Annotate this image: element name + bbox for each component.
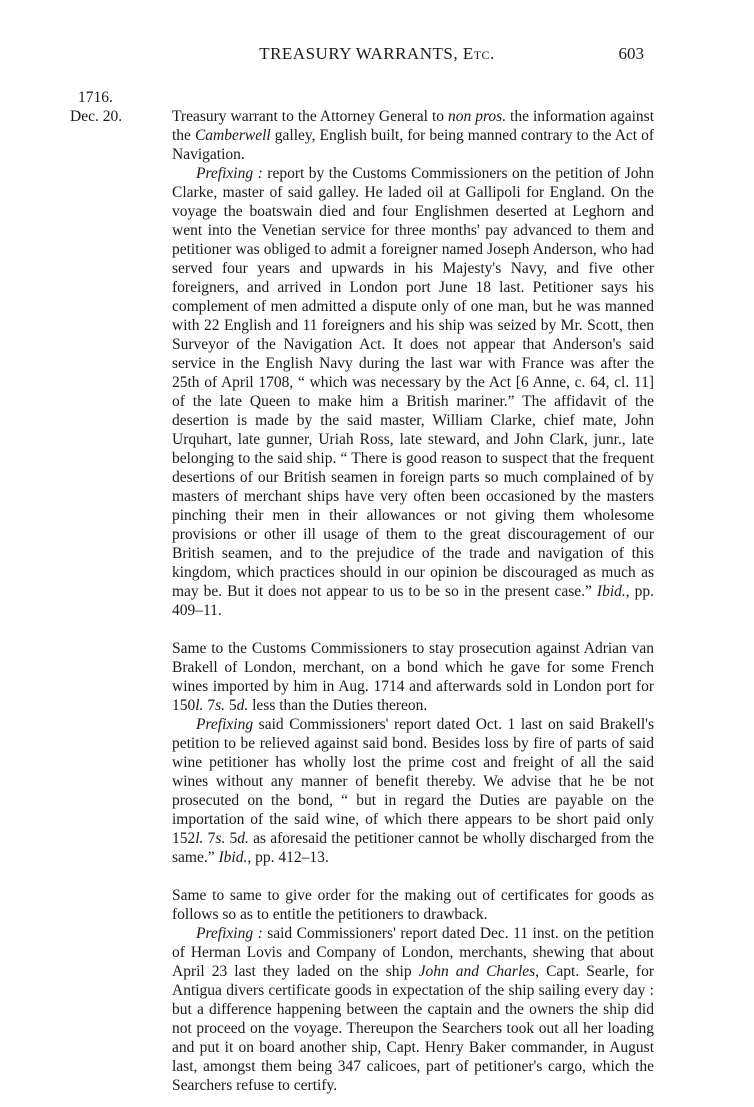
page-header [0, 44, 754, 68]
text: 5 [224, 697, 237, 714]
text: as aforesaid the petitioner cannot be wholly discharged from the same.” [172, 830, 655, 866]
text: Same to same to give order for the making out of certificates for goods as follows so as to entitle the petitioners to drawback. [172, 887, 654, 923]
prefixing-label: Prefixing : [196, 165, 263, 182]
ship-name: Camberwell [194, 127, 271, 144]
prefixing-label: Prefixing [196, 716, 254, 733]
currency-unit: d. [236, 697, 249, 714]
margin-notes [70, 88, 165, 126]
entry-3-warrant [172, 886, 654, 924]
text: Treasury warrant to the Attorney General to [172, 108, 448, 125]
text: said Commissioners' report dated Dec. 11 inst. on the petition of Herman Lovis and Company of London, merchants, shewing that about April 23 last they laded on the ship [172, 925, 654, 980]
entry-2-warrant [172, 639, 654, 715]
entry-2-prefixing [172, 715, 654, 867]
text: 5 [225, 830, 238, 847]
entry-1-warrant [172, 107, 654, 164]
text: the information against the [172, 108, 654, 144]
reference-pages: , pp. 409–11. [172, 583, 654, 619]
running-title: TREASURY WARRANTS, Etc. [259, 44, 495, 63]
currency-unit: l. [195, 697, 204, 714]
reference-ibid: Ibid. [596, 583, 626, 600]
ship-name: John and Charles [418, 963, 536, 980]
margin-date: Dec. 20. [70, 108, 123, 125]
currency-unit: s. [215, 697, 225, 714]
body-text [172, 107, 654, 1095]
reference-pages: , pp. 412–13. [247, 849, 329, 866]
page-number: 603 [618, 44, 644, 63]
currency-unit: l. [195, 830, 204, 847]
prefixing-label: Prefixing : [196, 925, 263, 942]
text: galley, English built, for being manned contrary to the Act of Navigation. [172, 127, 655, 163]
entry-3-prefixing [172, 924, 654, 1095]
currency-unit: d. [237, 830, 249, 847]
margin-year: 1716. [78, 89, 113, 106]
italic-term: non pros. [447, 108, 507, 125]
text: 7 [203, 830, 216, 847]
reference-ibid: Ibid. [218, 849, 248, 866]
text: said Commissioners' report dated Oct. 1 last on said Brakell's petition to be relieved against said bond. Besides loss by fire of parts of said wine petitioner has wholly lost the prime cost and freight of all the said wines without any manner of benefit thereby. We advise that he be not prosecuted on the bond, “ but in regard the Duties are payable on the importation of the said wine, of which there appears to be short paid only 152 [172, 716, 654, 847]
text: less than the Duties thereon. [248, 697, 428, 714]
currency-unit: s. [215, 830, 226, 847]
entry-1-prefixing [172, 164, 654, 620]
text: , Capt. Searle, for Antigua divers certificate goods in expectation of the ship sailing every day : but a difference happening between the captain and the owners the ship did not proceed on the voyage. Thereupon the Searchers took out all her loading and put it on board another ship, Capt. Henry Baker commander, in August last, amongst them being 347 calicoes, part of petitioner's cargo, which the Searchers refuse to certify. [172, 963, 654, 1094]
text: Same to the Customs Commissioners to stay prosecution against Adrian van Brakell of London, merchant, on a bond which he gave for some French wines imported by him in Aug. 1714 and afterwards sold in London port for 150 [172, 640, 654, 714]
text: report by the Customs Commissioners on the petition of John Clarke, master of said galley. He laded oil at Gallipoli for England. On the voyage the boatswain died and four Englishmen deserted at Leghorn and went into the Venetian service for three months' pay advanced to them and petitioner was obliged to admit a foreigner named Joseph Anderson, who had served four years and upwards in his Majesty's Navy, and five other foreigners, and arrived in London port June 18 last. Petitioner says his complement of men admitted a dispute only of one man, but he was manned with 22 English and 11 foreigners and his ship was seized by Mr. Scott, then Surveyor of the Navigation Act. It does not appear that Anderson's said service in the English Navy during the last war with France was after the 25th of April 1708, “ which was necessary by the Act [6 Anne, c. 64, cl. 11] of the late Queen to make him a British mariner.” The affidavit of the desertion is made by the said master, William Clarke, chief mate, John Urquhart, late gunner, Uriah Ross, late steward, and John Clark, junr., late belonging to the said ship. “ There is good reason to suspect that the frequent desertions of our British seamen in foreign parts so much complained of by masters of merchant ships have very often been occasioned by the masters pinching their men in their allowances or not giving them wholesome provisions or other ill usage of them to the great discouragement of our British seamen, and to the prejudice of the trade and navigation of this kingdom, which practices should in our opinion be discouraged as much as may be. But it does not appear to us to be so in the present case.” [172, 165, 654, 600]
text: 7 [203, 697, 216, 714]
